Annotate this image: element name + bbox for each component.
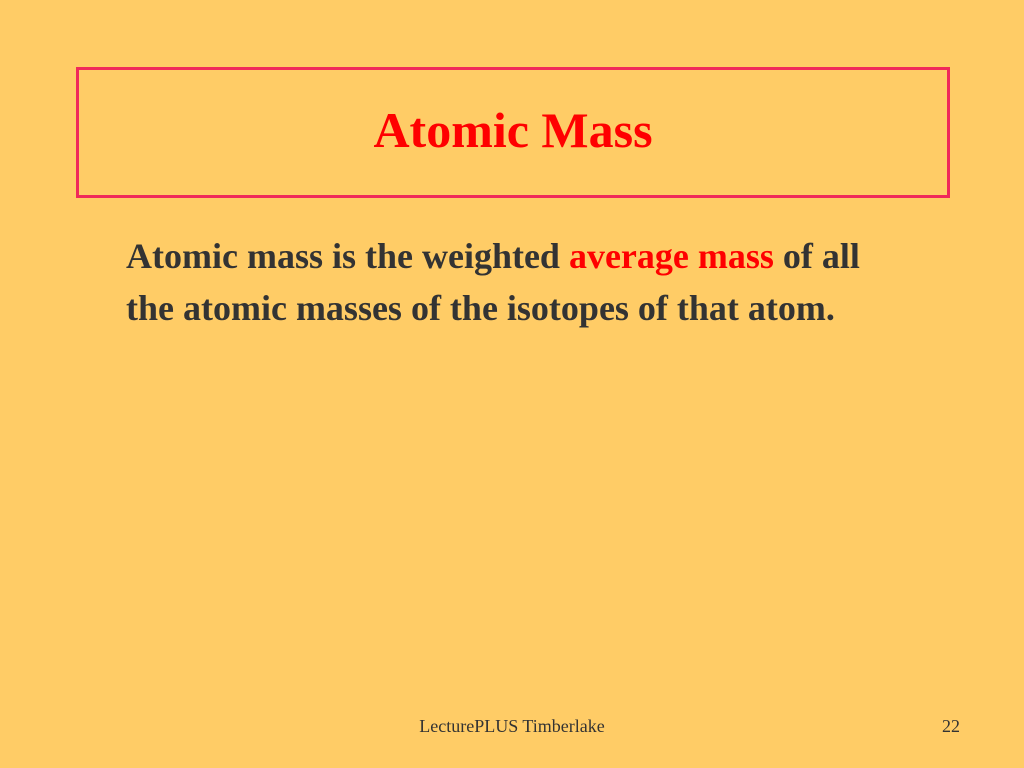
page-number: 22 (942, 716, 960, 736)
slide-footer: LecturePLUS Timberlake (419, 716, 605, 736)
title-box (76, 67, 950, 198)
slide-body-text (126, 230, 916, 334)
body-text-part-1: Atomic mass is the weighted (126, 236, 569, 276)
body-text-highlight: average mass (568, 236, 774, 276)
slide-title: Atomic Mass (373, 101, 653, 158)
body-text-part-2: of all the atomic masses of the isotopes of that atom. (126, 236, 860, 328)
